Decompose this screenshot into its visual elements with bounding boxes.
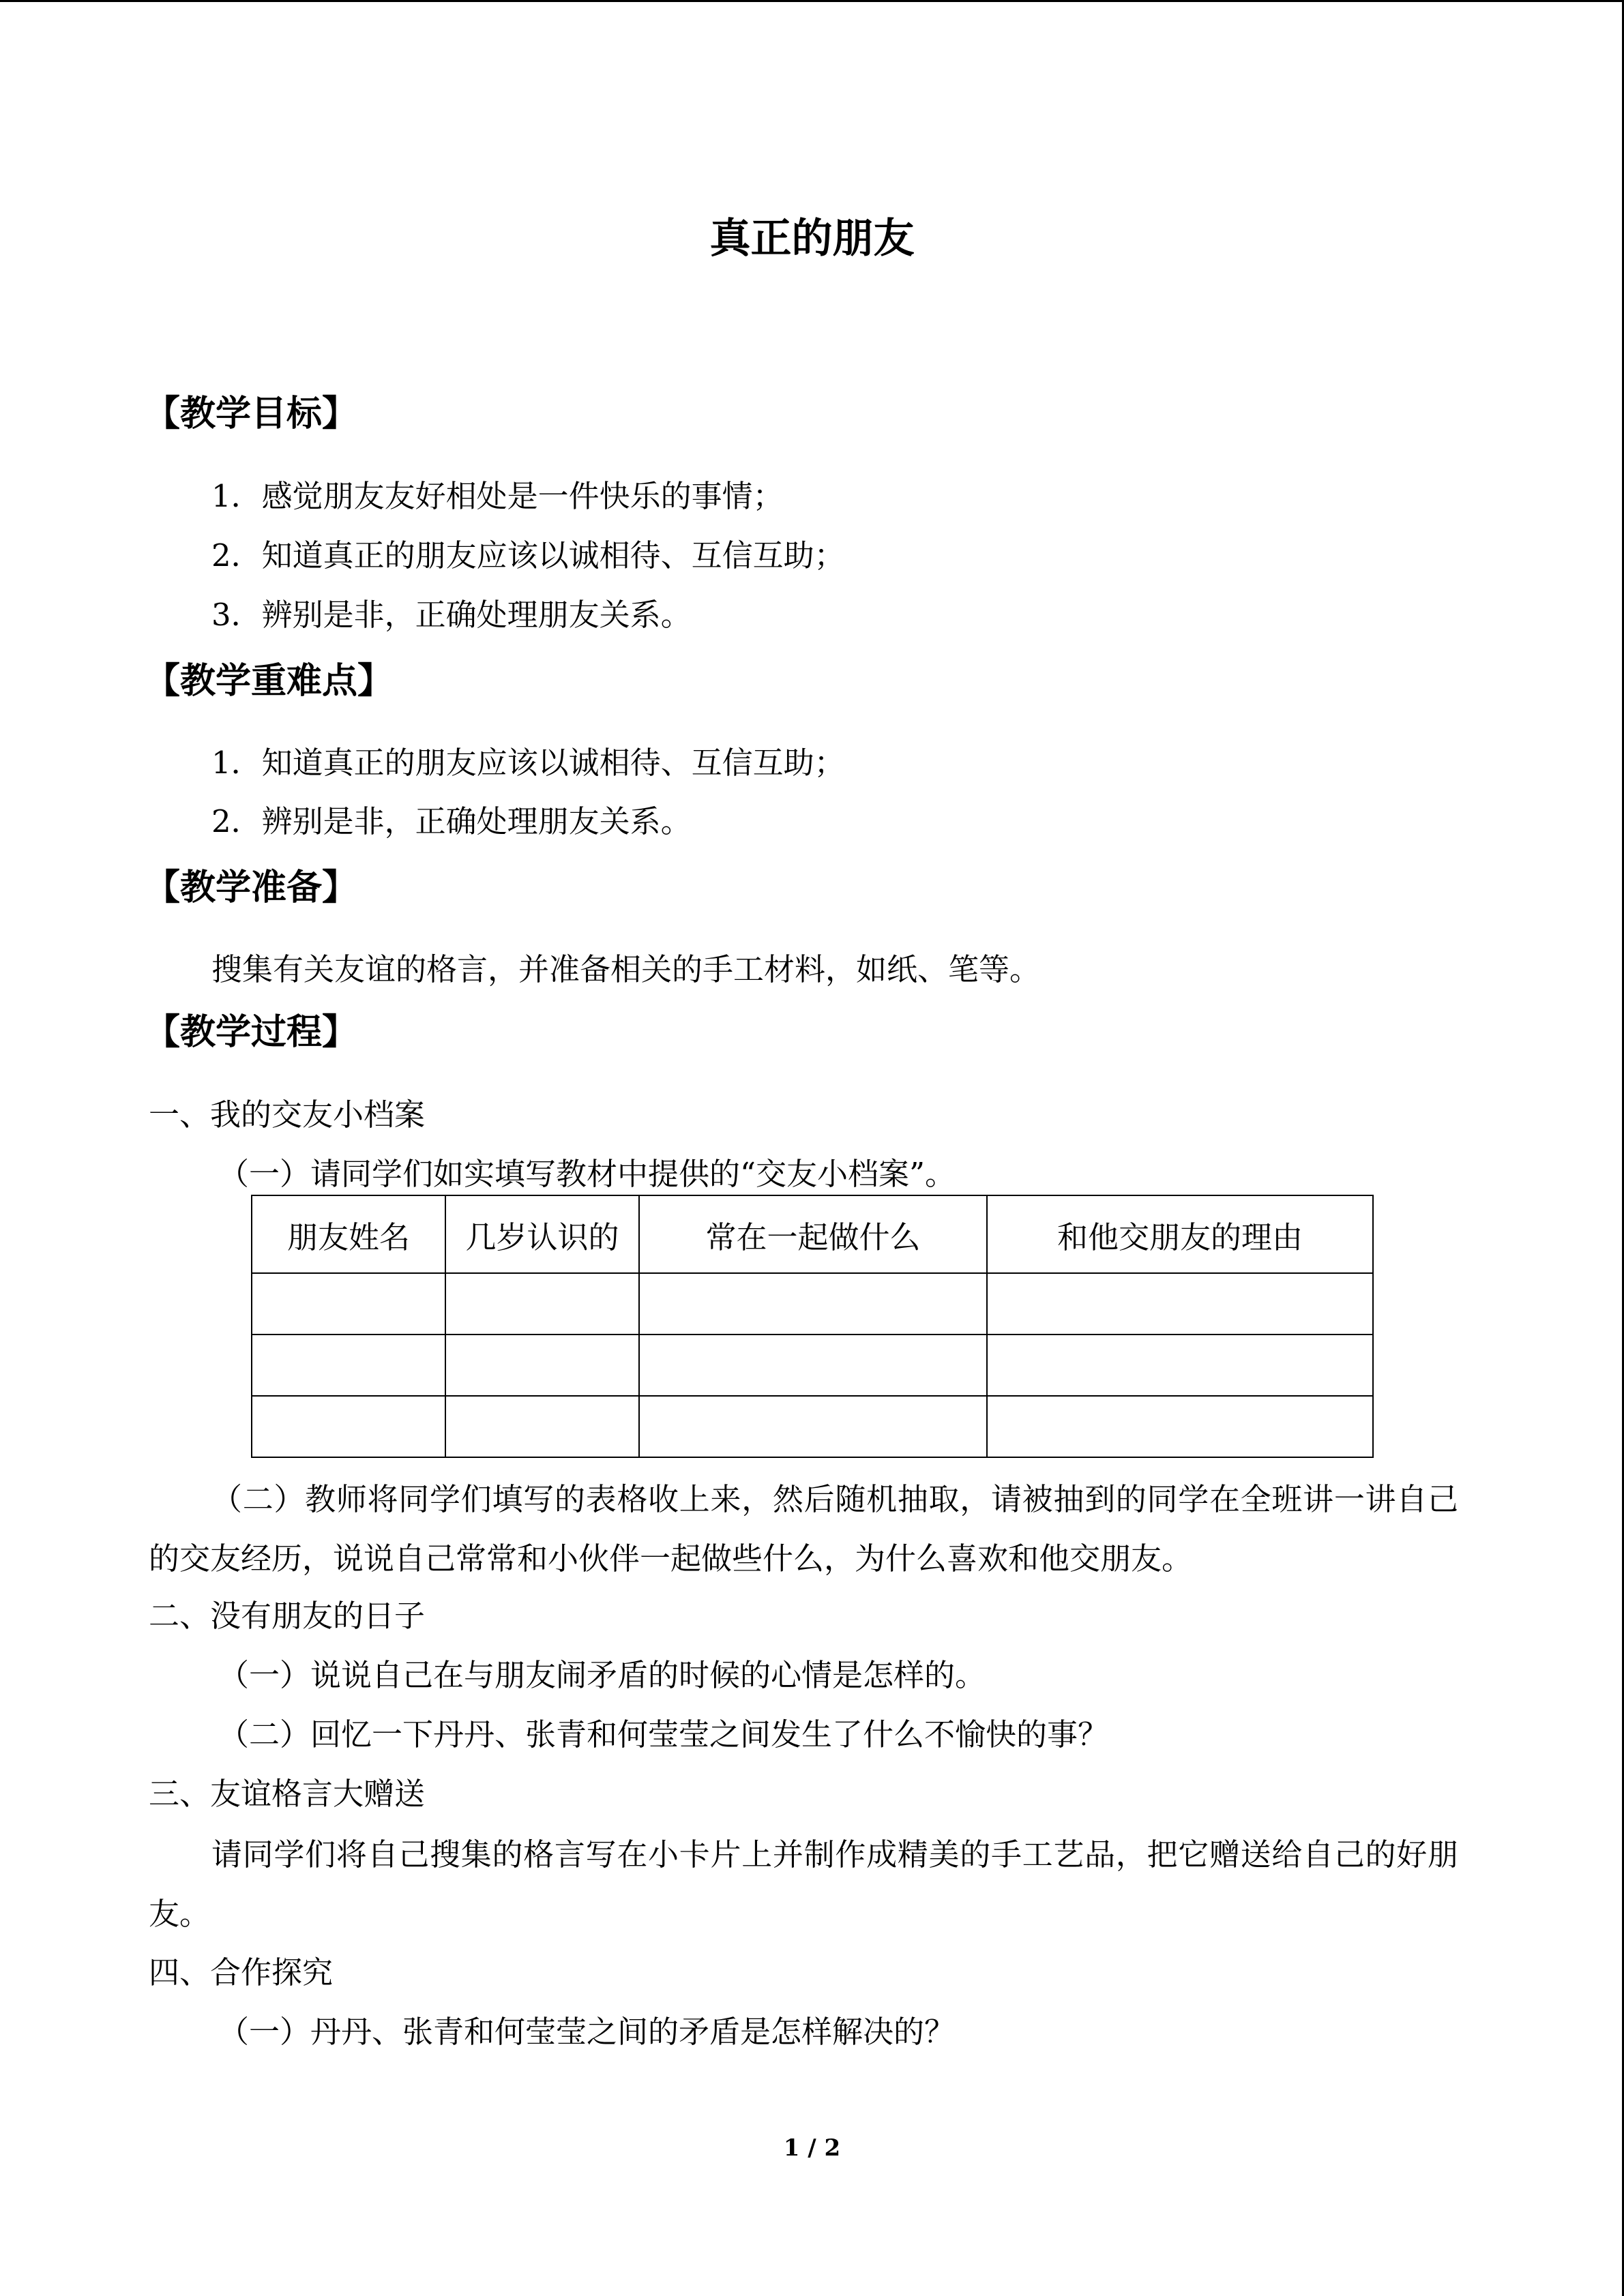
table-header-cell: 和他交朋友的理由 <box>987 1195 1373 1273</box>
key-point-item-1: 1．知道真正的朋友应该以诚相待、互信互助； <box>211 745 845 781</box>
table-cell-blank[interactable] <box>987 1335 1373 1396</box>
part3-text: 请同学们将自己搜集的格言写在小卡片上并制作成精美的手工艺品，把它赠送给自己的好朋友。 <box>149 1836 1458 1932</box>
table-cell-blank[interactable] <box>987 1396 1373 1457</box>
table-cell-blank[interactable] <box>445 1335 639 1396</box>
table-header-row <box>252 1195 1373 1273</box>
table-row <box>252 1335 1373 1396</box>
table-cell-blank[interactable] <box>445 1396 639 1457</box>
table-header-cell: 常在一起做什么 <box>639 1195 987 1273</box>
table-cell-blank[interactable] <box>987 1273 1373 1335</box>
table-cell-blank[interactable] <box>639 1396 987 1457</box>
table-cell-blank[interactable] <box>639 1335 987 1396</box>
table-cell-blank[interactable] <box>252 1396 445 1457</box>
part1-step2: （二）教师将同学们填写的表格收上来，然后随机抽取，请被抽到的同学在全班讲一讲自己的交友经历，说说自己常常和小伙伴一起做些什么，为什么喜欢和他交朋友。 <box>149 1481 1458 1577</box>
key-points-heading: 【教学重难点】 <box>145 660 394 702</box>
table-cell-blank[interactable] <box>639 1273 987 1335</box>
goal-item-3: 3．辨别是非，正确处理朋友关系。 <box>211 597 692 633</box>
table-cell-blank[interactable] <box>252 1273 445 1335</box>
preparation-heading: 【教学准备】 <box>145 867 358 908</box>
part4-title: 四、合作探究 <box>149 1954 334 1991</box>
table-header-cell: 几岁认识的 <box>445 1195 639 1273</box>
goal-item-2: 2．知道真正的朋友应该以诚相待、互信互助； <box>211 537 845 573</box>
process-heading: 【教学过程】 <box>145 1011 358 1053</box>
part3-title: 三、友谊格言大赠送 <box>149 1776 426 1812</box>
part2-step2: （二）回忆一下丹丹、张青和何莹莹之间发生了什么不愉快的事？ <box>218 1716 1109 1753</box>
goal-item-1: 1．感觉朋友友好相处是一件快乐的事情； <box>211 478 784 514</box>
part4-step1: （一）丹丹、张青和何莹莹之间的矛盾是怎样解决的？ <box>218 2014 956 2050</box>
table-cell-blank[interactable] <box>445 1273 639 1335</box>
friend-profile-table <box>251 1195 1374 1458</box>
part1-title: 一、我的交友小档案 <box>149 1097 426 1133</box>
part2-title: 二、没有朋友的日子 <box>149 1598 426 1634</box>
part1-step1: （一）请同学们如实填写教材中提供的“交友小档案”。 <box>218 1156 956 1192</box>
key-point-item-2: 2．辨别是非，正确处理朋友关系。 <box>211 803 692 839</box>
page-number: 1 / 2 <box>783 2134 841 2162</box>
table-row <box>252 1396 1373 1457</box>
preparation-text: 搜集有关友谊的格言，并准备相关的手工材料，如纸、笔等。 <box>211 951 1041 987</box>
table-row <box>252 1273 1373 1335</box>
table-header-cell: 朋友姓名 <box>252 1195 445 1273</box>
document-title: 真正的朋友 <box>709 215 915 263</box>
goals-heading: 【教学目标】 <box>145 393 358 434</box>
page-border-top <box>0 0 1624 2</box>
part2-step1: （一）说说自己在与朋友闹矛盾的时候的心情是怎样的。 <box>218 1657 986 1693</box>
table-cell-blank[interactable] <box>252 1335 445 1396</box>
